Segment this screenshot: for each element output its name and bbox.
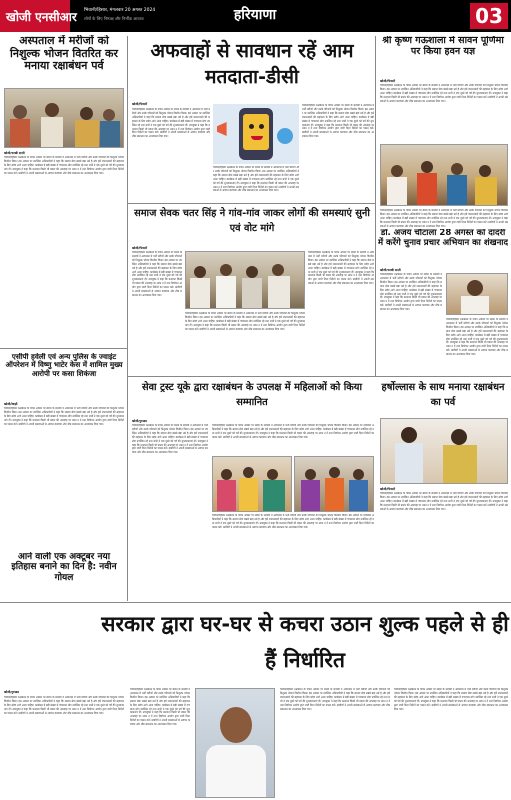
official-portrait [195,688,275,798]
byline: खोजी/गुरुग्राम [132,419,148,423]
column-divider [375,36,376,376]
tagline: लोगों के लिए निष्पक्ष और निर्भीक आवाज [84,16,144,21]
havan-photo [380,144,508,206]
masthead [0,0,511,32]
byline: खोजी/गुरुग्राम [4,690,20,694]
story-body: भिवानी/हिसार रक्षाबंधन के पावन अवसर पर संस्था के सदस्यों ने अस्पताल में भर्ती मरीजों और उनके परिजनों को निशुल्क भोजन वितरित किया। इस अवसर पर उपस्थित अधिकारियों ने कहा कि समाज सेवा सबसे बड़ा धर्म है और हमें जरूरतमंदों की सहायता के लिए सदैव आगे आना चाहिए। कार्यक्रम में बड़ी संख्या में गणमान्य लोग उपस्थित रहे तथा सभी ने एक दूसरे को पर्व की शुभकामनाएं दीं। उपायुक्त ने कहा कि मतदाता किसी भी प्रकार की अफवाह पर ध्यान न दें तथा निर्वाचन आयोग द्वारा जारी दिशा निर्देशों का पालन करें। ग्रामीणों ने अपनी समस्याओं से अवगत करवाया और शीघ्र समाधान का आश्वासन दिया गया। [380,492,508,511]
headline-hospital-meals: अस्पताल में मरीजों को निशुल्क भोजन वितरित कर मनाया रक्षाबंधन पर्व [10,35,118,73]
row-divider [128,376,511,377]
headline-seva-trust: सेवा ट्रस्ट यूके द्वारा रक्षाबंधन के उपलक्ष में महिलाओं को किया सम्मानित [141,382,363,408]
story-body: भिवानी/हिसार रक्षाबंधन के पावन अवसर पर संस्था के सदस्यों ने अस्पताल में भर्ती मरीजों और उनके परिजनों को निशुल्क भोजन वितरित किया। इस अवसर पर उपस्थित अधिकारियों ने कहा कि समाज सेवा सबसे बड़ा धर्म है और हमें जरूरतमंदों की सहायता के लिए सदैव आगे आना चाहिए। कार्यक्रम में बड़ी संख्या में गणमान्य लोग उपस्थित रहे तथा सभी ने एक दूसरे को पर्व की शुभकामनाएं दीं। उपायुक्त ने कहा कि मतदाता किसी भी प्रकार की अफवाह पर ध्यान न दें तथा निर्वाचन आयोग द्वारा जारी दिशा निर्देशों का पालन करें। ग्रामीणों ने अपनी समस्याओं से अवगत करवाया और शीघ्र समाधान का आश्वासन दिया गया। [4,156,124,175]
byline: खोजी/भिवानी [380,487,396,491]
story-body: भिवानी/हिसार रक्षाबंधन के पावन अवसर पर संस्था के सदस्यों ने अस्पताल में भर्ती मरीजों और उनके परिजनों को निशुल्क भोजन वितरित किया। इस अवसर पर उपस्थित अधिकारियों ने कहा कि समाज सेवा सबसे बड़ा धर्म है और हमें जरूरतमंदों की सहायता के लिए सदैव आगे आना चाहिए। कार्यक्रम में बड़ी संख्या में गणमान्य लोग उपस्थित रहे तथा सभी ने एक दूसरे को पर्व की शुभकामनाएं दीं। उपायुक्त ने कहा कि मतदाता किसी भी प्रकार की अफवाह पर ध्यान न दें तथा निर्वाचन आयोग द्वारा जारी दिशा निर्देशों का पालन करें। ग्रामीणों ने अपनी समस्याओं से अवगत करवाया और शीघ्र समाधान का आश्वासन दिया गया। [394,688,508,711]
row-divider [0,348,127,349]
brand-name: खोजी एनसीआर [6,10,77,24]
story-body: भिवानी/हिसार रक्षाबंधन के पावन अवसर पर संस्था के सदस्यों ने अस्पताल में भर्ती मरीजों और उनके परिजनों को निशुल्क भोजन वितरित किया। इस अवसर पर उपस्थित अधिकारियों ने कहा कि समाज सेवा सबसे बड़ा धर्म है और हमें जरूरतमंदों की सहायता के लिए सदैव आगे आना चाहिए। कार्यक्रम में बड़ी संख्या में गणमान्य लोग उपस्थित रहे तथा सभी ने एक दूसरे को पर्व की शुभकामनाएं दीं। उपायुक्त ने कहा कि मतदाता किसी भी प्रकार की अफवाह पर ध्यान न दें तथा निर्वाचन आयोग द्वारा जारी दिशा निर्देशों का पालन करें। ग्रामीणों ने अपनी समस्याओं से अवगत करवाया और शीघ्र समाधान का आश्वासन दिया गया। [132,251,182,297]
story-body: भिवानी/हिसार रक्षाबंधन के पावन अवसर पर संस्था के सदस्यों ने अस्पताल में भर्ती मरीजों और उनके परिजनों को निशुल्क भोजन वितरित किया। इस अवसर पर उपस्थित अधिकारियों ने कहा कि समाज सेवा सबसे बड़ा धर्म है और हमें जरूरतमंदों की सहायता के लिए सदैव आगे आना चाहिए। कार्यक्रम में बड़ी संख्या में गणमान्य लोग उपस्थित रहे तथा सभी ने एक दूसरे को पर्व की शुभकामनाएं दीं। उपायुक्त ने कहा कि मतदाता किसी भी प्रकार की अफवाह पर ध्यान न दें तथा निर्वाचन आयोग द्वारा जारी दिशा निर्देशों का पालन करें। ग्रामीणों ने अपनी समस्याओं से अवगत करवाया और शीघ्र समाधान का आश्वासन दिया गया। [380,84,508,103]
byline: खोजी/रेवाड़ी [4,402,18,406]
village-meeting-photo [185,251,305,309]
chautala-photo [446,273,508,315]
headline-garbage-fee: सरकार द्वारा घर-घर से कचरा उठान शुल्क पहले से ही हैं निर्धारित [101,612,509,672]
story-body: भिवानी/हिसार रक्षाबंधन के पावन अवसर पर संस्था के सदस्यों ने अस्पताल में भर्ती मरीजों और उनके परिजनों को निशुल्क भोजन वितरित किया। इस अवसर पर उपस्थित अधिकारियों ने कहा कि समाज सेवा सबसे बड़ा धर्म है और हमें जरूरतमंदों की सहायता के लिए सदैव आगे आना चाहिए। कार्यक्रम में बड़ी संख्या में गणमान्य लोग उपस्थित रहे तथा सभी ने एक दूसरे को पर्व की शुभकामनाएं दीं। उपायुक्त ने कहा कि मतदाता किसी भी प्रकार की अफवाह पर ध्यान न दें तथा निर्वाचन आयोग द्वारा जारी दिशा निर्देशों का पालन करें। ग्रामीणों ने अपनी समस्याओं से अवगत करवाया और शीघ्र समाधान का आश्वासन दिया गया। [213,166,299,193]
megaphone-icon [217,122,233,136]
story-body: भिवानी/हिसार रक्षाबंधन के पावन अवसर पर संस्था के सदस्यों ने अस्पताल में भर्ती मरीजों और उनके परिजनों को निशुल्क भोजन वितरित किया। इस अवसर पर उपस्थित अधिकारियों ने कहा कि समाज सेवा सबसे बड़ा धर्म है और हमें जरूरतमंदों की सहायता के लिए सदैव आगे आना चाहिए। कार्यक्रम में बड़ी संख्या में गणमान्य लोग उपस्थित रहे तथा सभी ने एक दूसरे को पर्व की शुभकामनाएं दीं। उपायुक्त ने कहा कि मतदाता किसी भी प्रकार की अफवाह पर ध्यान न दें तथा निर्वाचन आयोग द्वारा जारी दिशा निर्देशों का पालन करें। ग्रामीणों ने अपनी समस्याओं से अवगत करवाया और शीघ्र समाधान का आश्वासन दिया गया। [446,318,508,357]
story-body: भिवानी/हिसार रक्षाबंधन के पावन अवसर पर संस्था के सदस्यों ने अस्पताल में भर्ती मरीजों और उनके परिजनों को निशुल्क भोजन वितरित किया। इस अवसर पर उपस्थित अधिकारियों ने कहा कि समाज सेवा सबसे बड़ा धर्म है और हमें जरूरतमंदों की सहायता के लिए सदैव आगे आना चाहिए। कार्यक्रम में बड़ी संख्या में गणमान्य लोग उपस्थित रहे तथा सभी ने एक दूसरे को पर्व की शुभकामनाएं दीं। उपायुक्त ने कहा कि मतदाता किसी भी प्रकार की अफवाह पर ध्यान न दें तथा निर्वाचन आयोग द्वारा जारी दिशा निर्देशों का पालन करें। ग्रामीणों ने अपनी समस्याओं से अवगत करवाया और शीघ्र समाधान का आश्वासन दिया गया। [280,688,390,711]
thumbs-icon [277,128,293,144]
story-body: भिवानी/हिसार रक्षाबंधन के पावन अवसर पर संस्था के सदस्यों ने अस्पताल में भर्ती मरीजों और उनके परिजनों को निशुल्क भोजन वितरित किया। इस अवसर पर उपस्थित अधिकारियों ने कहा कि समाज सेवा सबसे बड़ा धर्म है और हमें जरूरतमंदों की सहायता के लिए सदैव आगे आना चाहिए। कार्यक्रम में बड़ी संख्या में गणमान्य लोग उपस्थित रहे तथा सभी ने एक दूसरे को पर्व की शुभकामनाएं दीं। उपायुक्त ने कहा कि मतदाता किसी भी प्रकार की अफवाह पर ध्यान न दें तथा निर्वाचन आयोग द्वारा जारी दिशा निर्देशों का पालन करें। ग्रामीणों ने अपनी समस्याओं से अवगत करवाया और शीघ्र समाधान का आश्वासन दिया गया। [132,424,208,455]
headline-rumours-dc: अफवाहों से सावधान रहें आम मतदाता-डीसी [150,40,354,88]
story-body: भिवानी/हिसार रक्षाबंधन के पावन अवसर पर संस्था के सदस्यों ने अस्पताल में भर्ती मरीजों और उनके परिजनों को निशुल्क भोजन वितरित किया। इस अवसर पर उपस्थित अधिकारियों ने कहा कि समाज सेवा सबसे बड़ा धर्म है और हमें जरूरतमंदों की सहायता के लिए सदैव आगे आना चाहिए। कार्यक्रम में बड़ी संख्या में गणमान्य लोग उपस्थित रहे तथा सभी ने एक दूसरे को पर्व की शुभकामनाएं दीं। उपायुक्त ने कहा कि मतदाता किसी भी प्रकार की अफवाह पर ध्यान न दें तथा निर्वाचन आयोग द्वारा जारी दिशा निर्देशों का पालन करें। ग्रामीणों ने अपनी समस्याओं से अवगत करवाया और शीघ्र समाधान का आश्वासन दिया गया। [130,688,190,727]
page-number: 03 [470,3,508,29]
voter-illustration [213,104,299,164]
story-body: भिवानी/हिसार रक्षाबंधन के पावन अवसर पर संस्था के सदस्यों ने अस्पताल में भर्ती मरीजों और उनके परिजनों को निशुल्क भोजन वितरित किया। इस अवसर पर उपस्थित अधिकारियों ने कहा कि समाज सेवा सबसे बड़ा धर्म है और हमें जरूरतमंदों की सहायता के लिए सदैव आगे आना चाहिए। कार्यक्रम में बड़ी संख्या में गणमान्य लोग उपस्थित रहे तथा सभी ने एक दूसरे को पर्व की शुभकामनाएं दीं। उपायुक्त ने कहा कि मतदाता किसी भी प्रकार की अफवाह पर ध्यान न दें तथा निर्वाचन आयोग द्वारा जारी दिशा निर्देशों का पालन करें। ग्रामीणों ने अपनी समस्याओं से अवगत करवाया और शीघ्र समाधान का आश्वासन दिया गया। [4,696,124,715]
byline: खोजी/चरखी दादरी [4,151,25,155]
row-divider [128,203,376,204]
rakhi-photo [380,418,508,484]
story-body: भिवानी/हिसार रक्षाबंधन के पावन अवसर पर संस्था के सदस्यों ने अस्पताल में भर्ती मरीजों और उनके परिजनों को निशुल्क भोजन वितरित किया। इस अवसर पर उपस्थित अधिकारियों ने कहा कि समाज सेवा सबसे बड़ा धर्म है और हमें जरूरतमंदों की सहायता के लिए सदैव आगे आना चाहिए। कार्यक्रम में बड़ी संख्या में गणमान्य लोग उपस्थित रहे तथा सभी ने एक दूसरे को पर्व की शुभकामनाएं दीं। उपायुक्त ने कहा कि मतदाता किसी भी प्रकार की अफवाह पर ध्यान न दें तथा निर्वाचन आयोग द्वारा जारी दिशा निर्देशों का पालन करें। ग्रामीणों ने अपनी समस्याओं से अवगत करवाया और शीघ्र समाधान का आश्वासन दिया गया। [212,514,374,529]
story-body: भिवानी/हिसार रक्षाबंधन के पावन अवसर पर संस्था के सदस्यों ने अस्पताल में भर्ती मरीजों और उनके परिजनों को निशुल्क भोजन वितरित किया। इस अवसर पर उपस्थित अधिकारियों ने कहा कि समाज सेवा सबसे बड़ा धर्म है और हमें जरूरतमंदों की सहायता के लिए सदैव आगे आना चाहिए। कार्यक्रम में बड़ी संख्या में गणमान्य लोग उपस्थित रहे तथा सभी ने एक दूसरे को पर्व की शुभकामनाएं दीं। उपायुक्त ने कहा कि मतदाता किसी भी प्रकार की अफवाह पर ध्यान न दें तथा निर्वाचन आयोग द्वारा जारी दिशा निर्देशों का पालन करें। ग्रामीणों ने अपनी समस्याओं से अवगत करवाया और शीघ्र समाधान का आश्वासन दिया गया। [132,108,210,139]
headline-rakshabandhan-celebration: हर्षोल्लास के साथ मनाया रक्षाबंधन का पर्व [381,382,505,408]
story-body: भिवानी/हिसार रक्षाबंधन के पावन अवसर पर संस्था के सदस्यों ने अस्पताल में भर्ती मरीजों और उनके परिजनों को निशुल्क भोजन वितरित किया। इस अवसर पर उपस्थित अधिकारियों ने कहा कि समाज सेवा सबसे बड़ा धर्म है और हमें जरूरतमंदों की सहायता के लिए सदैव आगे आना चाहिए। कार्यक्रम में बड़ी संख्या में गणमान्य लोग उपस्थित रहे तथा सभी ने एक दूसरे को पर्व की शुभकामनाएं दीं। उपायुक्त ने कहा कि मतदाता किसी भी प्रकार की अफवाह पर ध्यान न दें तथा निर्वाचन आयोग द्वारा जारी दिशा निर्देशों का पालन करें। ग्रामीणों ने अपनी समस्याओं से अवगत करवाया और शीघ्र समाधान का आश्वासन दिया गया। [4,407,124,426]
hospital-photo [4,88,124,148]
story-body: भिवानी/हिसार रक्षाबंधन के पावन अवसर पर संस्था के सदस्यों ने अस्पताल में भर्ती मरीजों और उनके परिजनों को निशुल्क भोजन वितरित किया। इस अवसर पर उपस्थित अधिकारियों ने कहा कि समाज सेवा सबसे बड़ा धर्म है और हमें जरूरतमंदों की सहायता के लिए सदैव आगे आना चाहिए। कार्यक्रम में बड़ी संख्या में गणमान्य लोग उपस्थित रहे तथा सभी ने एक दूसरे को पर्व की शुभकामनाएं दीं। उपायुक्त ने कहा कि मतदाता किसी भी प्रकार की अफवाह पर ध्यान न दें तथा निर्वाचन आयोग द्वारा जारी दिशा निर्देशों का पालन करें। ग्रामीणों ने अपनी समस्याओं से अवगत करवाया और शीघ्र समाधान का आश्वासन दिया गया। [302,104,374,139]
headline-police-operation: एसीपी हवेली एवं अन्य पुलिस के ज्वाइंट ऑपरेशन में विष्णु भाटेर केस में शामिल मुख्य आरोपी पर कसा शिकंजा [5,353,123,378]
story-body: भिवानी/हिसार रक्षाबंधन के पावन अवसर पर संस्था के सदस्यों ने अस्पताल में भर्ती मरीजों और उनके परिजनों को निशुल्क भोजन वितरित किया। इस अवसर पर उपस्थित अधिकारियों ने कहा कि समाज सेवा सबसे बड़ा धर्म है और हमें जरूरतमंदों की सहायता के लिए सदैव आगे आना चाहिए। कार्यक्रम में बड़ी संख्या में गणमान्य लोग उपस्थित रहे तथा सभी ने एक दूसरे को पर्व की शुभकामनाएं दीं। उपायुक्त ने कहा कि मतदाता किसी भी प्रकार की अफवाह पर ध्यान न दें तथा निर्वाचन आयोग द्वारा जारी दिशा निर्देशों का पालन करें। ग्रामीणों ने अपनी समस्याओं से अवगत करवाया और शीघ्र समाधान का आश्वासन दिया गया। [185,312,305,331]
story-body: भिवानी/हिसार रक्षाबंधन के पावन अवसर पर संस्था के सदस्यों ने अस्पताल में भर्ती मरीजों और उनके परिजनों को निशुल्क भोजन वितरित किया। इस अवसर पर उपस्थित अधिकारियों ने कहा कि समाज सेवा सबसे बड़ा धर्म है और हमें जरूरतमंदों की सहायता के लिए सदैव आगे आना चाहिए। कार्यक्रम में बड़ी संख्या में गणमान्य लोग उपस्थित रहे तथा सभी ने एक दूसरे को पर्व की शुभकामनाएं दीं। उपायुक्त ने कहा कि मतदाता किसी भी प्रकार की अफवाह पर ध्यान न दें तथा निर्वाचन आयोग द्वारा जारी दिशा निर्देशों का पालन करें। ग्रामीणों ने अपनी समस्याओं से अवगत करवाया और शीघ्र समाधान का आश्वासन दिया गया। [212,424,374,439]
headline-chatar-singh: समाज सेवक चतर सिंह ने गांव-गांव जाकर लोगों की समस्याएं सुनी एवं वोट मांगे [134,208,370,234]
headline-gaushala-havan: श्री कृष्ण गऊशाला में सावन पूर्णिमा पर किया हवन यज्ञ [382,36,504,57]
byline: खोजी/भिवानी [132,246,148,250]
byline: खोजी/चरखी दादरी [380,268,401,272]
column-divider [127,36,128,601]
seva-trust-photo-2 [294,456,374,512]
byline: खोजी/भिवानी [380,79,396,83]
headline-naveen-goyal: आने वाली एक अक्टूबर नया इतिहास बनाने का दिन है: नवीन गोयल [11,552,117,583]
story-body: भिवानी/हिसार रक्षाबंधन के पावन अवसर पर संस्था के सदस्यों ने अस्पताल में भर्ती मरीजों और उनके परिजनों को निशुल्क भोजन वितरित किया। इस अवसर पर उपस्थित अधिकारियों ने कहा कि समाज सेवा सबसे बड़ा धर्म है और हमें जरूरतमंदों की सहायता के लिए सदैव आगे आना चाहिए। कार्यक्रम में बड़ी संख्या में गणमान्य लोग उपस्थित रहे तथा सभी ने एक दूसरे को पर्व की शुभकामनाएं दीं। उपायुक्त ने कहा कि मतदाता किसी भी प्रकार की अफवाह पर ध्यान न दें तथा निर्वाचन आयोग द्वारा जारी दिशा निर्देशों का पालन करें। ग्रामीणों ने अपनी समस्याओं से अवगत करवाया और शीघ्र समाधान का आश्वासन दिया गया। [380,273,442,312]
headline-ajay-chautala: डॉ. अजय चौटाला 28 अगस्त को दादरी में करेंगे चुनाव प्रचार अभियान का शंखनाद [378,229,508,248]
story-body: भिवानी/हिसार रक्षाबंधन के पावन अवसर पर संस्था के सदस्यों ने अस्पताल में भर्ती मरीजों और उनके परिजनों को निशुल्क भोजन वितरित किया। इस अवसर पर उपस्थित अधिकारियों ने कहा कि समाज सेवा सबसे बड़ा धर्म है और हमें जरूरतमंदों की सहायता के लिए सदैव आगे आना चाहिए। कार्यक्रम में बड़ी संख्या में गणमान्य लोग उपस्थित रहे तथा सभी ने एक दूसरे को पर्व की शुभकामनाएं दीं। उपायुक्त ने कहा कि मतदाता किसी भी प्रकार की अफवाह पर ध्यान न दें तथा निर्वाचन आयोग द्वारा जारी दिशा निर्देशों का पालन करें। ग्रामीणों ने अपनी समस्याओं से अवगत करवाया और शीघ्र समाधान का आश्वासन दिया गया। [380,209,508,227]
dateline: भिवानी/हिसार, मंगलवार 20 अगस्त 2024 [84,8,156,13]
row-divider [0,602,511,603]
byline: खोजी/भिवानी [132,102,148,106]
seva-trust-photo-1 [212,456,292,512]
section-title: हरियाणा [233,7,277,23]
story-body: भिवानी/हिसार रक्षाबंधन के पावन अवसर पर संस्था के सदस्यों ने अस्पताल में भर्ती मरीजों और उनके परिजनों को निशुल्क भोजन वितरित किया। इस अवसर पर उपस्थित अधिकारियों ने कहा कि समाज सेवा सबसे बड़ा धर्म है और हमें जरूरतमंदों की सहायता के लिए सदैव आगे आना चाहिए। कार्यक्रम में बड़ी संख्या में गणमान्य लोग उपस्थित रहे तथा सभी ने एक दूसरे को पर्व की शुभकामनाएं दीं। उपायुक्त ने कहा कि मतदाता किसी भी प्रकार की अफवाह पर ध्यान न दें तथा निर्वाचन आयोग द्वारा जारी दिशा निर्देशों का पालन करें। ग्रामीणों ने अपनी समस्याओं से अवगत करवाया और शीघ्र समाधान का आश्वासन दिया गया। [308,251,374,286]
